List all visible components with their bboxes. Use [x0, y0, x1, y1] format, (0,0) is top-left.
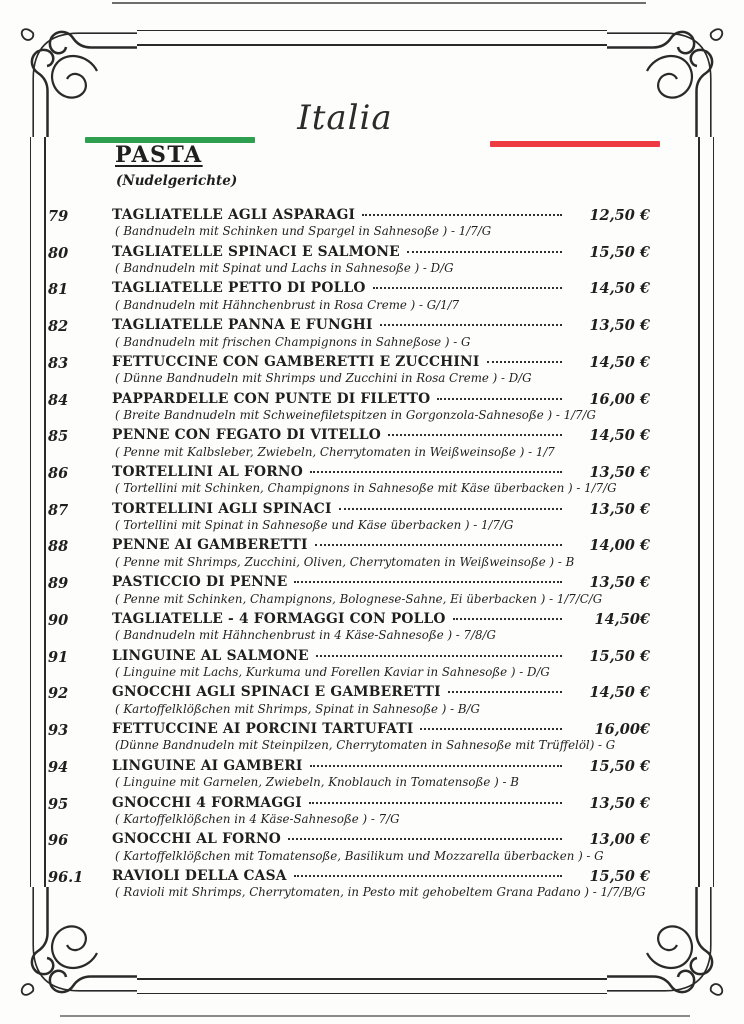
item-description: ( Linguine mit Garnelen, Zwiebeln, Knoblauch in Tomatensoße ) - B [115, 775, 519, 790]
restaurant-script-title: Italia [297, 98, 393, 138]
menu-item-row [48, 354, 650, 387]
item-price: 14,50 € [589, 280, 650, 298]
item-name-line [112, 317, 570, 334]
item-name: GNOCCHI AL FORNO [112, 831, 281, 848]
menu-item-row [48, 574, 650, 607]
dotted-leader [448, 691, 562, 693]
item-name: TAGLIATELLE AGLI ASPARAGI [112, 207, 356, 223]
item-name: TORTELLINI AGLI SPINACI [112, 500, 332, 517]
item-description: ( Tortellini mit Schinken, Champignons in Sahnesoße mit Käse überbacken ) - 1/7/G [115, 481, 617, 496]
item-name-line [112, 537, 570, 554]
item-name-line [112, 648, 570, 665]
menu-item-row [48, 831, 650, 864]
item-number: 94 [48, 758, 69, 776]
corner-flourish-icon [17, 887, 137, 1007]
item-name-line [112, 391, 570, 408]
item-number: 82 [48, 318, 69, 336]
item-price: 14,50€ [594, 610, 650, 628]
item-name-line [112, 464, 570, 481]
item-name-line [112, 868, 570, 885]
dotted-leader [407, 251, 562, 253]
item-name: TORTELLINI AL FORNO [112, 464, 303, 481]
section-title: PASTA [115, 142, 203, 168]
item-name: FETTUCCINE AI PORCINI TARTUFATI [112, 721, 414, 738]
section-subtitle: (Nudelgerichte) [116, 173, 238, 189]
menu-item-row [48, 244, 650, 277]
item-name-line [112, 684, 570, 701]
item-price: 14,50 € [589, 684, 650, 702]
corner-flourish-icon [607, 887, 727, 1007]
item-description: ( Tortellini mit Spinat in Sahnesoße und Käse überbacken ) - 1/7/G [115, 518, 514, 533]
item-number: 86 [48, 465, 69, 483]
item-name-line [112, 611, 570, 628]
menu-item-row [48, 391, 650, 424]
dotted-leader [373, 287, 562, 289]
item-description: ( Kartoffelklößchen mit Tomatensoße, Basilikum und Mozzarella überbacken ) - G [115, 848, 604, 863]
menu-item-row [48, 868, 650, 901]
item-number: 88 [48, 538, 69, 556]
menu-item-row [48, 684, 650, 717]
menu-item-row [48, 721, 650, 754]
item-name-line [112, 354, 570, 371]
dotted-leader [339, 508, 562, 510]
item-description: ( Ravioli mit Shrimps, Cherrytomaten, in Pesto mit gehobeltem Grana Padano ) - 1/7/B/G [115, 885, 646, 900]
item-description: ( Penne mit Shrimps, Zucchini, Oliven, Cherrytomaten in Weißweinsoße ) - B [115, 554, 575, 569]
item-name: GNOCCHI 4 FORMAGGI [112, 794, 302, 811]
dotted-leader [420, 728, 562, 730]
item-name: PASTICCIO DI PENNE [112, 574, 288, 591]
dotted-leader [309, 802, 562, 804]
item-name: TAGLIATELLE - 4 FORMAGGI CON POLLO [112, 610, 446, 627]
dotted-leader [487, 361, 562, 363]
item-price: 13,50 € [589, 317, 650, 335]
item-name: GNOCCHI AGLI SPINACI E GAMBERETTI [112, 684, 441, 701]
menu-item-row [48, 501, 650, 534]
menu-item-row [48, 427, 650, 460]
dotted-leader [294, 875, 562, 877]
item-name: FETTUCCINE CON GAMBERETTI E ZUCCHINI [112, 353, 480, 370]
dotted-leader [310, 765, 562, 767]
item-price: 16,00 € [589, 390, 650, 408]
item-name: PENNE CON FEGATO DI VITELLO [112, 427, 381, 444]
dotted-leader [437, 398, 562, 400]
item-number: 85 [48, 428, 69, 446]
item-name-line [112, 758, 570, 775]
item-name: RAVIOLI DELLA CASA [112, 867, 287, 884]
item-description: ( Bandnudeln mit Hähnchenbrust in Rosa Creme ) - G/1/7 [115, 297, 460, 312]
item-price: 16,00€ [594, 721, 650, 739]
item-price: 13,50 € [589, 574, 650, 592]
item-description: (Dünne Bandnudeln mit Steinpilzen, Cherrytomaten in Sahnesoße mit Trüffelöl) - G [115, 738, 616, 753]
item-price: 15,50 € [589, 647, 650, 665]
item-name-line [112, 207, 570, 224]
item-name-line [112, 574, 570, 591]
item-number: 92 [48, 685, 69, 703]
menu-item-row [48, 207, 650, 240]
item-price: 13,50 € [589, 500, 650, 518]
dotted-leader [310, 471, 562, 473]
item-description: ( Dünne Bandnudeln mit Shrimps und Zucchini in Rosa Creme ) - D/G [115, 371, 532, 386]
item-number: 83 [48, 354, 69, 372]
item-price: 14,50 € [589, 353, 650, 371]
item-number: 81 [48, 281, 69, 299]
item-number: 93 [48, 722, 69, 740]
item-number: 84 [48, 391, 69, 409]
item-name: PENNE AI GAMBERETTI [112, 537, 308, 554]
menu-item-row [48, 758, 650, 791]
item-price: 14,50 € [589, 427, 650, 445]
item-number: 96.1 [48, 868, 84, 886]
item-name-line [112, 795, 570, 812]
item-number: 89 [48, 575, 69, 593]
item-description: ( Breite Bandnudeln mit Schweinefiletspitzen in Gorgonzola-Sahnesoße ) - 1/7/G [115, 407, 596, 422]
item-number: 87 [48, 501, 69, 519]
menu-item-row [48, 280, 650, 313]
menu-item-row [48, 611, 650, 644]
item-name: TAGLIATELLE PANNA E FUNGHI [112, 317, 373, 334]
item-number: 91 [48, 648, 69, 666]
item-number: 80 [48, 244, 69, 262]
item-name: PAPPARDELLE CON PUNTE DI FILETTO [112, 390, 431, 407]
item-name: TAGLIATELLE SPINACI E SALMONE [112, 243, 400, 260]
menu-list [48, 207, 650, 905]
item-name-line [112, 501, 570, 518]
item-name-line [112, 280, 570, 297]
dotted-leader [453, 618, 562, 620]
menu-item-row [48, 464, 650, 497]
item-price: 15,50 € [589, 757, 650, 775]
item-description: ( Bandnudeln mit Hähnchenbrust in 4 Käse-Sahnesoße ) - 7/8/G [115, 628, 496, 643]
item-description: ( Bandnudeln mit frischen Champignons in Sahneßose ) - G [115, 334, 471, 349]
item-description: ( Kartoffelklößchen mit Shrimps, Spinat in Sahnesoße ) - B/G [115, 701, 480, 716]
item-price: 14,00 € [589, 537, 650, 555]
item-description: ( Bandnudeln mit Schinken und Spargel in Sahnesoße ) - 1/7/G [115, 224, 492, 239]
scan-edge-bottom [60, 1015, 690, 1017]
menu-item-row [48, 537, 650, 570]
item-name-line [112, 427, 570, 444]
dotted-leader [315, 544, 562, 546]
item-description: ( Linguine mit Lachs, Kurkuma und Forellen Kaviar in Sahnesoße ) - D/G [115, 665, 550, 680]
item-price: 13,00 € [589, 831, 650, 849]
item-name-line [112, 721, 570, 738]
item-name-line [112, 831, 570, 848]
item-name: TAGLIATELLE PETTO DI POLLO [112, 280, 366, 297]
menu-item-row [48, 317, 650, 350]
item-number: 96 [48, 832, 69, 850]
item-description: ( Kartoffelklößchen in 4 Käse-Sahnesoße ) - 7/G [115, 811, 400, 826]
item-price: 13,50 € [589, 464, 650, 482]
item-price: 15,50 € [589, 243, 650, 261]
item-name-line [112, 244, 570, 261]
item-number: 79 [48, 208, 69, 225]
menu-item-row [48, 648, 650, 681]
item-price: 15,50 € [589, 867, 650, 885]
item-number: 90 [48, 611, 69, 629]
item-name: LINGUINE AL SALMONE [112, 647, 309, 664]
item-name: LINGUINE AI GAMBERI [112, 757, 303, 774]
dotted-leader [316, 655, 562, 657]
item-number: 95 [48, 795, 69, 813]
dotted-leader [294, 581, 562, 583]
dotted-leader [380, 324, 562, 326]
scan-edge-top [112, 2, 646, 4]
dotted-leader [362, 214, 562, 216]
flag-bar-red [490, 141, 660, 147]
menu-item-row [48, 795, 650, 828]
item-description: ( Bandnudeln mit Spinat und Lachs in Sahnesoße ) - D/G [115, 261, 454, 276]
item-description: ( Penne mit Schinken, Champignons, Bolognese-Sahne, Ei überbacken ) - 1/7/C/G [115, 591, 603, 606]
dotted-leader [388, 434, 562, 436]
item-price: 12,50 € [589, 207, 650, 224]
item-description: ( Penne mit Kalbsleber, Zwiebeln, Cherrytomaten in Weißweinsoße ) - 1/7 [115, 444, 555, 459]
dotted-leader [288, 838, 562, 840]
item-price: 13,50 € [589, 794, 650, 812]
